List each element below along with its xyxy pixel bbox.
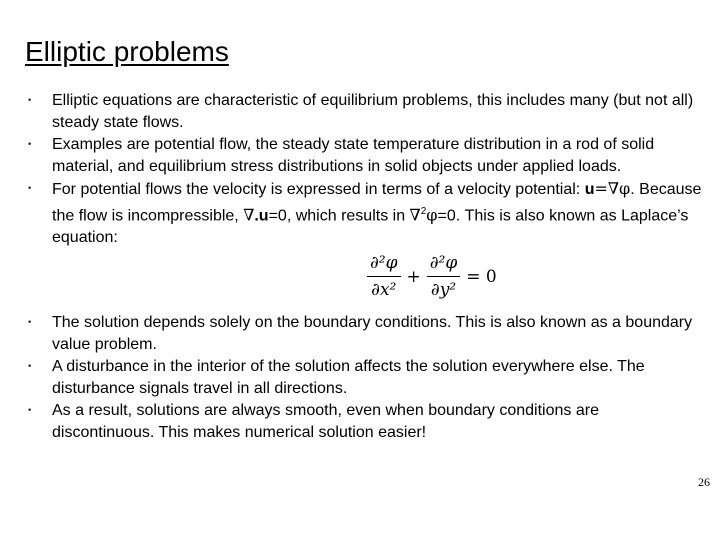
bullet-marker: • [27, 96, 33, 106]
fraction-denominator: ∂y² [430, 280, 457, 301]
bullet-marker: • [27, 318, 33, 329]
fraction-denominator: ∂x² [371, 280, 397, 301]
fraction-numerator: ∂²φ [427, 252, 461, 277]
fraction [427, 252, 461, 301]
page-number: 26 [698, 475, 710, 489]
equals-zero: = 0 [466, 266, 497, 287]
bullet-text: As a result, solutions are always smooth, even when boundary conditions are discontinuous. This makes numerical solution easier! [52, 402, 599, 442]
plus-operator: + [406, 266, 421, 287]
bullet-text: Elliptic equations are characteristic of equilibrium problems, this includes many (but not all) steady state flows. [52, 92, 694, 131]
slide-title: Elliptic problems [25, 36, 229, 67]
fraction [367, 252, 401, 301]
bullet-item [25, 356, 705, 400]
nabla-symbol: ∇ [243, 205, 255, 225]
bullet-text: Examples are potential flow, the steady state temperature distribution in a rod of solid material, and equilibrium stress distributions in solid objects under applied loads. [52, 136, 655, 175]
gradient-symbol: =∇ [594, 179, 620, 198]
bullet-item [25, 90, 705, 134]
bullet-item [25, 312, 705, 356]
bullet-marker: • [27, 140, 33, 150]
nabla-symbol: ∇ [409, 205, 421, 225]
velocity-symbol: u [584, 181, 595, 198]
bullet-text: The solution depends solely on the boundary conditions. This is also known as a boundary value problem. [52, 314, 693, 354]
laplace-equation [367, 252, 497, 301]
bullet-item [25, 134, 705, 178]
bullet-marker: • [27, 406, 33, 417]
fraction-numerator: ∂²φ [367, 252, 401, 277]
bullet-text-part: =0, which results in [268, 207, 410, 225]
bullet-item [25, 178, 705, 312]
superscript-two: 2 [420, 206, 427, 217]
bullet-list [25, 90, 705, 444]
bullet-text-part: . Because the flow is incompressible, [52, 181, 702, 225]
bullet-text: A disturbance in the interior of the solution affects the solution everywhere else. The disturbance signals travel in all directions. [52, 358, 645, 398]
bullet-text-part: =0. This is also known as Laplace’s equation: [52, 207, 689, 247]
phi-symbol: φ [619, 179, 631, 198]
bullet-item [25, 400, 705, 444]
bullet-text-part: For potential flows the velocity is expressed in terms of a velocity potential: [52, 181, 585, 198]
bullet-marker: • [27, 362, 33, 373]
bullet-marker: • [27, 184, 33, 194]
laplace-equation-block [52, 249, 705, 312]
velocity-symbol: .u [254, 207, 269, 225]
phi-symbol: φ [426, 205, 438, 225]
